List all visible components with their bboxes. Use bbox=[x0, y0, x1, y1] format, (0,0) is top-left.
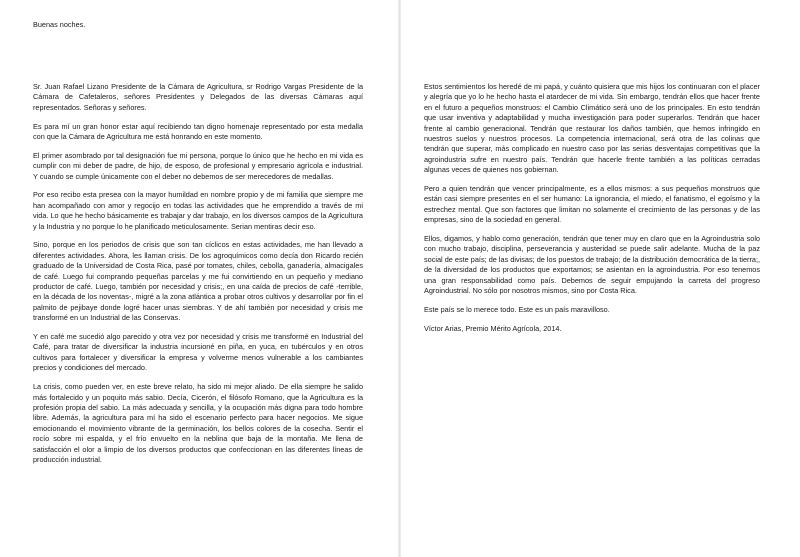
paragraph: Pero a quien tendrán que vencer principalmente, es a ellos mismos: a sus pequeños monstruos que están casi siempre presentes en el ser humano: La ignorancia, el miedo, el fanatismo, el egoísmo y la estrechez mental. Que son factores que limitan no solamente el crecimiento de las personas y de las empresas, sino de la sociedad en general. bbox=[424, 184, 760, 225]
paragraph: La crisis, como pueden ver, en este breve relato, ha sido mi mejor aliado. De ella siempre he salido más fortalecido y un poquito más sabio. Decía, Cicerón, el filósofo Romano, que la Agricultura es la profesión propia del sabio. La más adecuada y sencilla, y la ocupación más digna para todo hombre libre. Además, la agricultura para mí ha sido el escenario perfecto para hacer negocios. Me sigue emocionando el movimiento vibrante de la germinación, los bellos colores de la cosecha. Sentir el rocío sobre mi espalda, y el frío envuelto en la neblina que baja de la montaña. Me llena de satisfacción el olor a limpio de los diversos productos que confeccionan en las diferentes líneas de producción industrial. bbox=[33, 382, 363, 464]
paragraph: Y en café me sucedió algo parecido y otra vez por necesidad y crisis me transformé en Industrial del Café, para tratar de diversificar la industria incursioné en piña, en yuca, en tubérculos y en otros cultivos para fortalecer y diversificar la empresa y volverme menos vulnerable a los cambiantes precios y condiciones del mercado. bbox=[33, 332, 363, 373]
paragraph: El primer asombrado por tal designación fue mi persona, porque lo único que he hecho en mi vida es cumplir con mi deber de padre, de hijo, de esposo, de profesional y empresario agrícola e industrial. Y cuando se cumple únicamente con el deber no debemos de ser merecedores de medallas. bbox=[33, 150, 363, 181]
paragraph: Por eso recibo esta presea con la mayor humildad en nombre propio y de mi familia que siempre me han acompañado con amor y regocijo en todas las actividades que he emprendido a través de mi vida. Lo que he hecho básicamente es trabajar y dar trabajo, en los diversos campos de la Agricultura y la Industria y no porque lo he planificado meticulosamente. Serian mentiras decir eso. bbox=[33, 190, 363, 231]
paragraph: Sr. Juan Rafael Lizano Presidente de la Cámara de Agricultura, sr Rodrigo Vargas Presidente de la Cámara de Cafetaleros, señores Presidentes y Delegados de las diversas Cámaras aquí representados. Señoras y señores. bbox=[33, 82, 363, 112]
signature-line: Víctor Arias, Premio Mérito Agrícola, 2014. bbox=[424, 323, 562, 333]
paragraph: Estos sentimientos los heredé de mi papá, y cuánto quisiera que mis hijos los continuaran con el placer y alegría que yo lo he hecho hasta el atardecer de mi vida. Sin embargo, tendrán ellos que hacer frente en el futuro a pequeños monstruos: el Cambio Climático será uno de los principales. En esto tendrán que usar inventiva y adaptabilidad y mucha investigación para poder superarlos. Tendrán que hacer frente al cambio generacional. Tendrán que restaurar los daños también, que hemos infringido en nuestros suelos y nuestros procesos. La competencia internacional, será otra de las colinas que tendrán que superar, más complicado en nuestro caso por las serias desventajas competitivas que la agroindustria sufre en nuestro país. Tendrán que hacerle frente también a las políticas cerradas algunas veces de quienes nos gobiernan. bbox=[424, 82, 760, 175]
left-text-column bbox=[33, 82, 363, 474]
paragraph: Sino, porque en los periodos de crisis que son tan cíclicos en estas actividades, me han llevado a diferentes actividades. Ahora, les llaman crisis. De los agroquímicos como decía don Ricardo recién graduado de la Universidad de Costa Rica, pasé por tomates, chiles, cebolla, ganadería, almacigales de café. Luego fui comprando pequeñas parcelas y me fui convirtiendo en un pequeño y mediano productor de café. Luego, también por necesidad y crisis;, en una caída de precios de café -terrible, en la década de los noventas-, migré a la zona atlántica a probar otros cultivos y desarrollar por fin el palmito de pejibaye donde logré hacer unas siembras. Y de ahí también por necesidad y crisis me transformé en un Industrial de las Conservas. bbox=[33, 240, 363, 323]
right-text-column bbox=[424, 82, 760, 342]
paragraph: Es para mí un gran honor estar aquí recibiendo tan digno homenaje representado por esta medalla con que la Cámara de Agricultura me está honrando en este momento. bbox=[33, 121, 363, 142]
paragraph: Ellos, digamos, y hablo como generación, tendrán que tener muy en claro que en la Agroindustria solo con mucho trabajo, disciplina, perseverancia y austeridad se puede salir adelante. Mucha de la paz social de este país; de las divisas; de los puestos de trabajo; de la distribución democrática de la tierra;, de la diversidad de los productos que exportamos; se asientan en la agroindustria. Por eso tenemos una gran responsabilidad como país. Debemos de seguir empujando la carreta del progreso Agroindustrial. No sólo por nosotros mismos, sino por Costa Rica. bbox=[424, 234, 760, 296]
right-page bbox=[400, 0, 800, 557]
greeting: Buenas noches. bbox=[33, 20, 86, 29]
paragraph: Este país se lo merece todo. Este es un país maravilloso. bbox=[424, 304, 610, 314]
